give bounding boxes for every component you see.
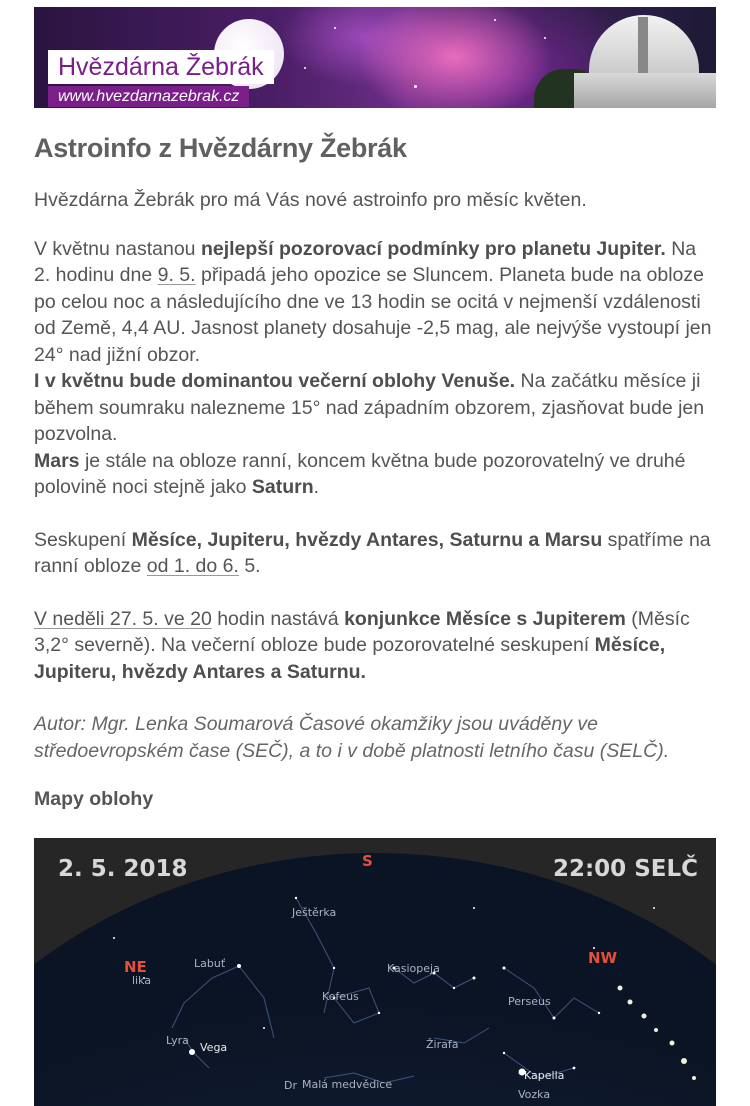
p3-text: hodin nastává [211,607,345,630]
p1-text: připadá jeho opozice se Sluncem. Planeta bude na obloze po celou noc a následujícího dne ve 13 hodin se ocitá v nejmenší vzdálenosti od Země, 4,4 AU. Jasnost planety dosahuje -2,5 mag, ale nejvýše vystoupí jen 24° nad jižní obzor. [34,264,712,366]
jupiter-venus-mars-paragraph [34,236,716,501]
p1-bold-venus: I v květnu bude dominantou večerní oblohy Venuše. [34,370,516,392]
article-title: Astroinfo z Hvězdárny Žebrák [34,133,407,163]
date-link-1-6[interactable]: od 1. do 6. [146,555,239,577]
label-drak: Dr [284,1079,297,1092]
p2-text: 5. [238,555,261,577]
label-kapella: Kapella [524,1069,565,1082]
brand-name: Hvězdárna Žebrák [48,50,274,84]
p2-text: Seskupení [34,528,132,551]
banner-star [304,67,306,69]
grouping-paragraph [34,527,716,580]
p1-bold-mars: Mars [34,449,80,472]
p1-text: V květnu nastanou [34,237,201,260]
sky-map-image[interactable] [34,838,716,1106]
header-banner[interactable] [34,7,716,108]
author-note: Autor: Mgr. Lenka Soumarová Časové okamžiky jsou uváděny ve středoevropském čase (SEČ), a to i v době platnosti letního času (SELČ). [34,713,670,762]
label-kasiopeja: Kasiopeja [387,962,440,975]
banner-star [414,85,417,88]
p2-bold-grouping: Měsíce, Jupiteru, hvězdy Antares, Saturnu a Marsu [131,528,603,551]
label-lika: lika [132,974,152,987]
date-link-27-5[interactable]: V neděli 27. 5. ve 20 [34,607,212,630]
sky-maps-heading: Mapy oblohy [34,788,154,810]
banner-star [334,27,336,29]
intro-paragraph: Hvězdárna Žebrák pro má Vás nové astroinfo pro měsíc květen. [34,189,587,211]
date-link-9-5[interactable]: 9. 5. [157,264,196,286]
label-jesterka: Ještěrka [292,906,337,919]
label-perseus: Perseus [508,995,551,1008]
sky-map-date: 2. 5. 2018 [58,856,188,882]
banner-star [494,19,496,21]
p1-bold-saturn: Saturn [251,476,314,498]
direction-south: S [362,852,373,870]
sky-map-time: 22:00 SELČ [552,856,698,882]
label-labut: Labuť [194,957,226,970]
p1-text: Na začátku měsíce ji během soumraku nalezneme 15° nad západním obzorem, zjasňovat bude jen pozvolna. [34,370,705,445]
direction-northwest: NW [588,949,618,967]
direction-northeast: NE [124,958,147,976]
banner-star [544,37,546,39]
conjunction-paragraph [34,606,716,686]
brand-url: www.hvezdarnazebrak.cz [48,86,249,107]
p3-bold-grouping: Měsíce, Jupiteru, hvězdy Antares a Saturnu. [34,634,666,683]
label-mala-medvedice: Malá medvědice [302,1078,393,1091]
dome-slit-graphic [638,17,648,75]
p1-text: Na 2. hodinu dne [34,237,697,286]
label-vega: Vega [200,1041,228,1054]
observatory-building-graphic [574,73,716,108]
p3-text: (Měsíc 3,2° severně). Na večerní obloze bude pozorovatelné seskupení [34,607,690,656]
label-kefeus: Kefeus [322,990,359,1003]
p3-bold-conjunction: konjunkce Měsíce s Jupiterem [344,607,626,630]
p1-text: je stále na obloze ranní, koncem května bude pozorovatelný ve druhé polovině noci stejně jako [34,449,686,498]
label-vozka: Vozka [518,1088,551,1101]
label-lyra: Lyra [166,1034,189,1047]
article-content [34,128,716,812]
p2-text: spatříme na ranní obloze [34,528,711,577]
label-zirafa: Žirafa [426,1038,459,1051]
p1-text: . [313,476,320,498]
p1-bold-jupiter: nejlepší pozorovací podmínky pro planetu Jupiter. [200,237,666,260]
